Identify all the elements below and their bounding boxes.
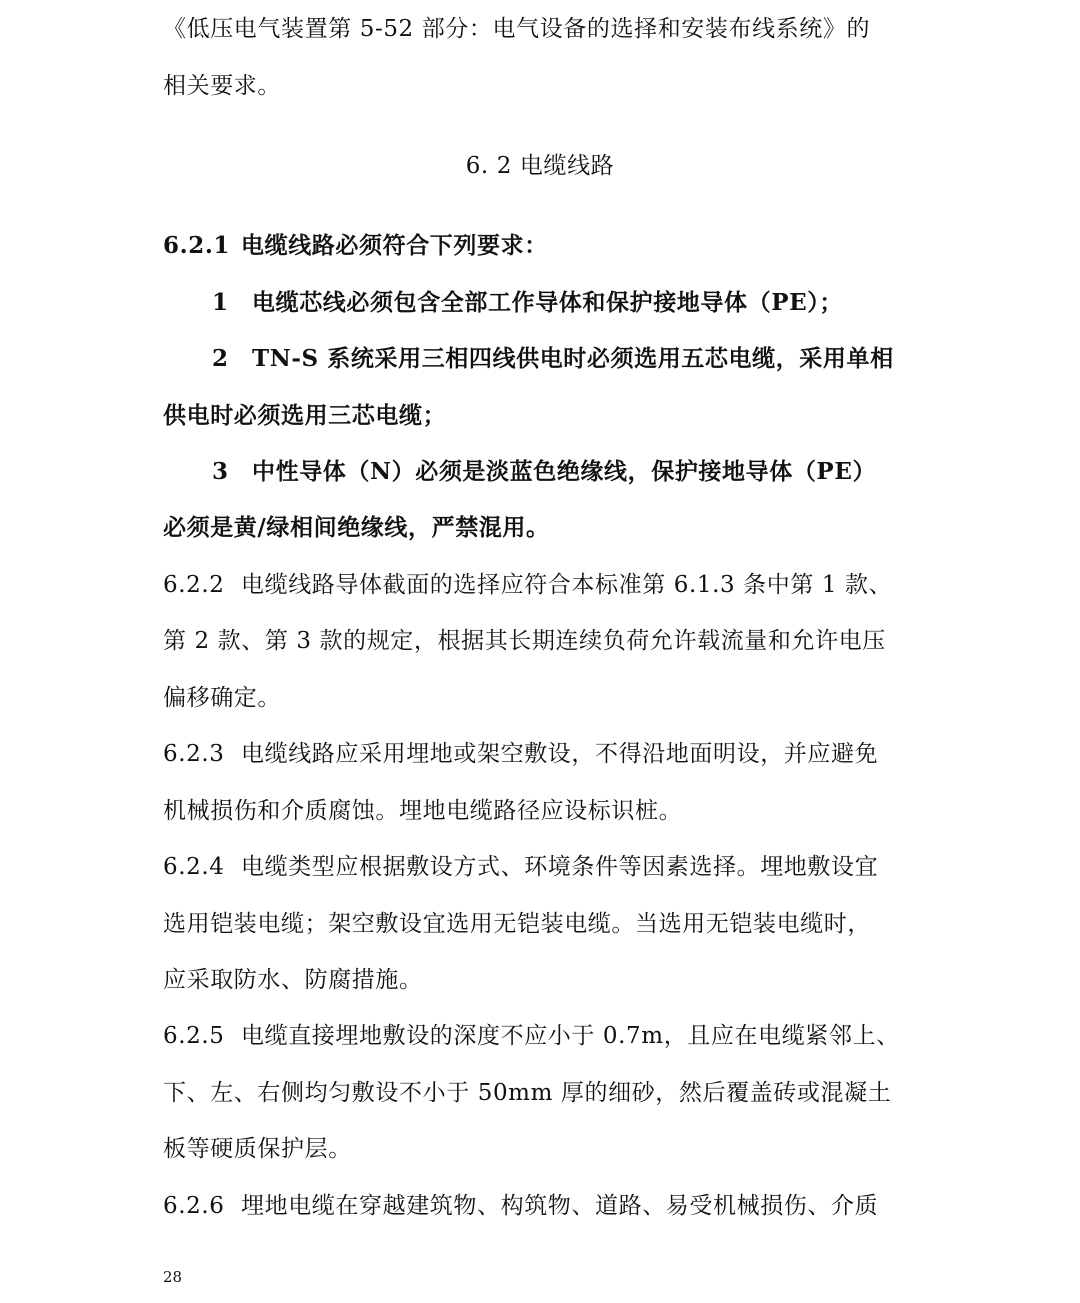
clause-text: 电缆线路必须符合下列要求：: [241, 232, 548, 259]
item-number: 3: [212, 458, 229, 485]
clause-text: 电缆线路应采用埋地或架空敷设，不得沿地面明设，并应避免: [241, 741, 879, 767]
clause-6-2-2: [163, 570, 923, 600]
clause-text: 电缆直接埋地敷设的深度不应小于 0.7m，且应在电缆紧邻上、: [241, 1023, 900, 1049]
text-line: 应采取防水、防腐措施。: [163, 967, 423, 993]
clause-number: 6.2.1: [163, 232, 231, 259]
clause-text: 埋地电缆在穿越建筑物、构筑物、道路、易受机械损伤、介质: [241, 1193, 879, 1219]
item-number: 1: [212, 289, 229, 316]
text-line: 板等硬质保护层。: [163, 1136, 352, 1162]
page-number: 28: [163, 1268, 183, 1286]
clause-number: 6.2.3: [163, 741, 225, 767]
item-text: 中性导体（N）必须是淡蓝色绝缘线，保护接地导体（PE）: [252, 458, 877, 485]
list-item-1: [212, 288, 972, 318]
list-item-3: [212, 457, 972, 487]
clause-6-2-5: [163, 1021, 923, 1051]
item-text: TN-S 系统采用三相四线供电时必须选用五芯电缆，采用单相: [252, 345, 894, 372]
clause-6-2-3: [163, 739, 923, 769]
text-line: 下、左、右侧均匀敷设不小于 50mm 厚的细砂，然后覆盖砖或混凝土: [163, 1080, 892, 1106]
text-line: 《低压电气装置第 5-52 部分：电气设备的选择和安装布线系统》的: [163, 16, 871, 42]
clause-number: 6.2.2: [163, 572, 225, 598]
item-text: 电缆芯线必须包含全部工作导体和保护接地导体（PE）；: [252, 289, 843, 316]
clause-6-2-6: [163, 1191, 923, 1221]
text-line: 偏移确定。: [163, 685, 281, 711]
clause-6-2-4: [163, 852, 923, 882]
clause-text: 电缆类型应根据敷设方式、环境条件等因素选择。埋地敷设宜: [241, 854, 879, 880]
text-line: 第 2 款、第 3 款的规定，根据其长期连续负荷允许载流量和允许电压: [163, 628, 886, 654]
section-title: 6. 2 电缆线路: [465, 153, 615, 179]
list-item-2: [212, 344, 972, 374]
text-line: 选用铠装电缆；架空敷设宜选用无铠装电缆。当选用无铠装电缆时，: [163, 911, 871, 937]
text-line: 相关要求。: [163, 73, 281, 99]
clause-text: 电缆线路导体截面的选择应符合本标准第 6.1.3 条中第 1 款、: [241, 572, 893, 598]
clause-number: 6.2.5: [163, 1023, 225, 1049]
text-line: 机械损伤和介质腐蚀。埋地电缆路径应设标识桩。: [163, 798, 683, 824]
list-item-2-continuation: 供电时必须选用三芯电缆；: [163, 402, 447, 429]
clause-number: 6.2.6: [163, 1193, 225, 1219]
clause-6-2-1: [163, 231, 923, 261]
item-number: 2: [212, 345, 229, 372]
list-item-3-continuation: 必须是黄/绿相间绝缘线，严禁混用。: [163, 514, 550, 541]
clause-number: 6.2.4: [163, 854, 225, 880]
